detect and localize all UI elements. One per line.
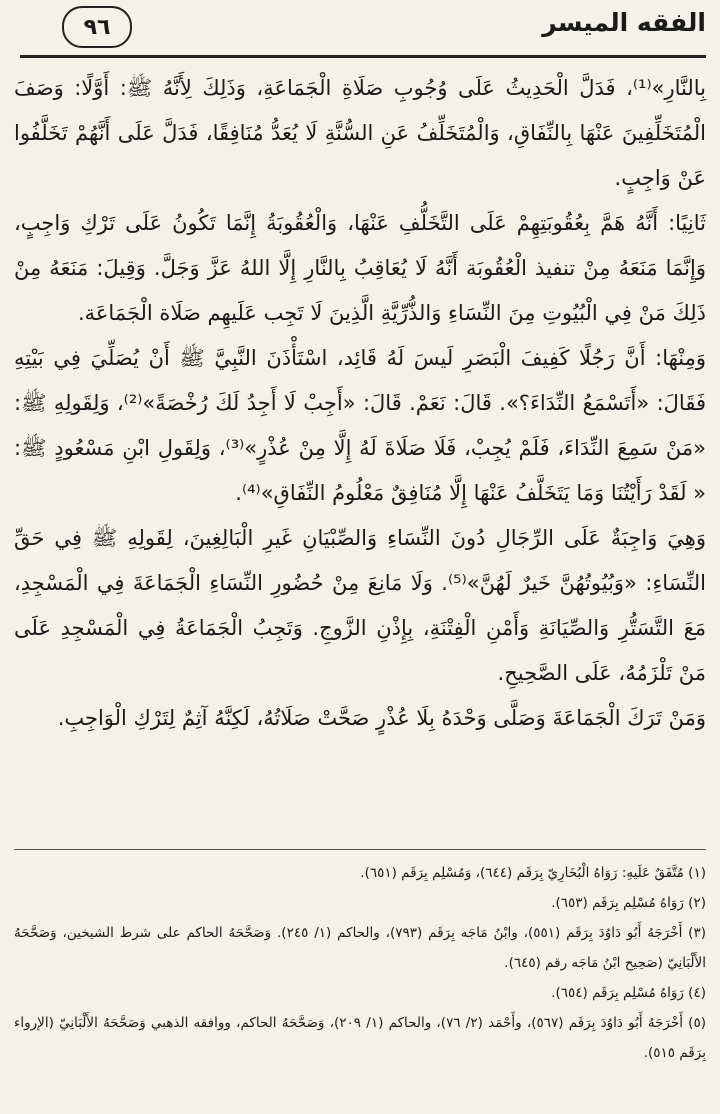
footnote: (٣) أَخْرَجَهُ أَبُو دَاوُدَ بِرَقَم (٥٥١)، وابْنُ مَاجَه بِرَقَم (٧٩٣)، والحاكم (١/ ٢٤٥). وَصَحَّحَهُ الحاكم على شرط الشيخين، وَصَحَّحَهُ الأَلْبَانِيّ (صَحِيح ابْنُ مَاجَه رقم (٦٤٥). [14,925,706,971]
footnote: (٥) أَخْرَجَهُ أَبُو دَاوُدَ بِرَقَم (٥٦٧)، وأَحْمَد (٢/ ٧٦)، والحاكم (١/ ٢٠٩)، وَصَحَّحَهُ الحاكم، ووافقه الذهبي وَصَحَّحَهُ الأَلْبَانِيّ (الإرواء بِرَقَم ٥١٥). [14,1015,706,1061]
paragraph: وَمِنْهَا: أَنَّ رَجُلًا كَفِيفَ الْبَصَرِ لَيسَ لَهُ قَائِد، اسْتَأْذَنَ النَّبِيَّ ﷺ أَنْ يُصَلِّيَ فِي بَيْتِهِ فَقَالَ: «أَتَسْمَعُ النِّدَاءَ؟». قَالَ: نَعَمْ. قَالَ: «أَجِبْ لَا أَجِدُ لَكَ رُخْصَةً»⁽²⁾، وَلِقَولِهِ ﷺ: «مَنْ سَمِعَ النِّدَاءَ، فَلَمْ يُجِبْ، فَلَا صَلَاةَ لَهُ إِلَّا مِنْ عُذْرٍ»⁽³⁾، وَلِقَولِ ابْنِ مَسْعُودٍ ﷺ: « لَقَدْ رَأَيْتُنَا وَمَا يَتَخَلَّفُ عَنْهَا إِلَّا مُنَافِقٌ مَعْلُومُ النِّفَاقِ»⁽⁴⁾. [14,346,706,505]
book-title: الفقه الميسر [542,8,706,37]
page-number: ٩٦ [83,14,111,40]
page-number-badge [62,6,132,48]
main-text [14,66,706,741]
paragraph: وَمَنْ تَرَكَ الْجَمَاعَةَ وَصَلَّى وَحْدَهُ بِلَا عُذْرٍ صَحَّتْ صَلَاتُهُ، لَكِنَّهُ آثِمٌ لِتَرْكِ الْوَاجِبِ. [57,706,706,730]
paragraph: بِالنَّارِ»⁽¹⁾، فَدَلَّ الْحَدِيثُ عَلَى وُجُوبِ صَلَاةِ الْجَمَاعَةِ، وَذَلِكَ لِأَنَّهُ ﷺ: أَوَّلًا: وَصَفَ الْمُتَخَلِّفِينَ عَنْهَا بِالنِّفَاقِ، وَالْمُتَخَلِّفُ عَنِ السُّنَّةِ لَا يُعَدُّ مُنَافِقًا، فَدَلَّ عَلَى أَنَّهُمْ تَخَلَّفُوا عَنْ وَاجِبٍ. [14,76,706,190]
footnote: (٤) رَوَاهُ مُسْلِم بِرَقَم (٦٥٤). [551,985,706,1001]
paragraph: وَهِيَ وَاجِبَةٌ عَلَى الرِّجَالِ دُونَ النِّسَاءِ وَالصِّبْيَانِ غَيرِ الْبَالِغِينَ، لِقَولِهِ ﷺ فِي حَقِّ النِّسَاءِ: «وَبُيُوتُهُنَّ خَيرٌ لَهُنَّ»⁽⁵⁾. وَلَا مَانِعَ مِنْ حُضُورِ النِّسَاءِ الْجَمَاعَةَ فِي الْمَسْجِدِ، مَعَ التَّسَتُّرِ وَالصِّيَانَةِ وَأَمْنِ الْفِتْنَةِ، بِإِذْنِ الزَّوجِ. وَتَجِبُ الْجَمَاعَةُ فِي الْمَسْجِدِ عَلَى مَنْ تَلْزَمُهُ، عَلَى الصَّحِيحِ. [14,526,706,685]
footnote: (١) مُتَّفَقٌ عَلَيهِ: رَوَاهُ الْبُخَارِيّ بِرَقَم (٦٤٤)، وَمُسْلِم بِرَقَم (٦٥١). [360,865,706,881]
paragraph: ثَانِيًا: أَنَّهُ هَمَّ بِعُقُوبَتِهِمْ عَلَى التَّخَلُّفِ عَنْهَا، وَالْعُقُوبَةُ إِنَّمَا تَكُونُ عَلَى تَرْكِ وَاجِبٍ، وَإِنَّمَا مَنَعَهُ مِنْ تنفيذ الْعُقُوبَة أَنَّهُ لَا يُعَاقِبُ بِالنَّارِ إِلَّا اللهُ عَزَّ وَجَلَّ. وَقِيلَ: مَنَعَهُ مِنْ ذَلِكَ مَنْ فِي الْبُيُوتِ مِنَ النِّسَاءِ وَالذُّرِّيَّةِ الَّذِينَ لَا تَجِب عَلَيهِم صَلَاة الْجَمَاعَة. [14,211,706,325]
footnotes [14,849,706,1068]
footnote: (٢) رَوَاهُ مُسْلِم بِرَقَم (٦٥٣). [551,895,706,911]
page-header [0,0,720,58]
header-rule [20,55,706,58]
